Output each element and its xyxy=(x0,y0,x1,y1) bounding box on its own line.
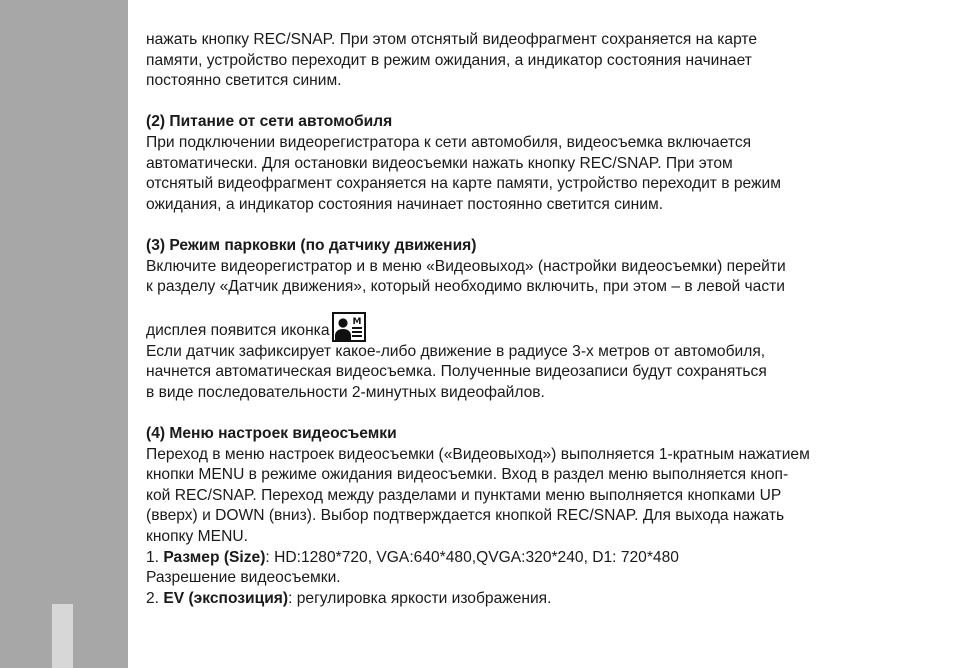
text-line: постоянно светится синим. xyxy=(146,72,342,90)
item-number: 1. xyxy=(146,548,164,566)
intro-paragraph xyxy=(146,30,936,92)
section-heading: (2) Питание от сети автомобиля xyxy=(146,113,393,131)
text-line: Разрешение видеосъемки. xyxy=(146,569,341,587)
settings-item-size xyxy=(146,548,936,569)
motion-detection-icon xyxy=(332,312,366,342)
item-label: EV (экспозиция) xyxy=(163,589,289,607)
text-line: в виде последовательности 2-минутных видеофайлов. xyxy=(146,383,545,401)
text-line: Если датчик зафиксирует какое-либо движение в радиусе 3-х метров от автомобиля, xyxy=(146,342,766,360)
item-value: : регулировка яркости изображения. xyxy=(288,589,552,607)
text-line: нажать кнопку REC/SNAP. При этом отснятый видеофрагмент сохраняется на карте xyxy=(146,31,758,48)
item-label: Размер (Size) xyxy=(163,548,266,566)
text-line: Включите видеорегистратор и в меню «Видеовыход» (настройки видеосъемки) перейти xyxy=(146,257,786,275)
icon-line xyxy=(146,311,936,342)
section-car-power xyxy=(146,112,936,215)
settings-item-ev xyxy=(146,589,936,610)
page-side-tab xyxy=(52,604,73,668)
icon-letter: M xyxy=(352,316,362,327)
text-line: дисплея появится иконка xyxy=(146,322,330,340)
text-line: начнется автоматическая видеосъемка. Полученные видеозаписи будут сохраняться xyxy=(146,363,767,381)
text-line: Переход в меню настроек видеосъемки («Видеовыход») выполняется 1-кратным нажатием xyxy=(146,445,810,463)
section-video-settings xyxy=(146,424,936,609)
text-line: к разделу «Датчик движения», который необходимо включить, при этом – в левой части xyxy=(146,278,785,296)
item-value: : HD:1280*720, VGA:640*480,QVGA:320*240, D1: 720*480 xyxy=(265,548,679,566)
text-line: ожидания, а индикатор состояния начинает постоянно светится синим. xyxy=(146,195,663,213)
section-heading: (4) Меню настроек видеосъемки xyxy=(146,425,397,443)
text-line: кнопку MENU. xyxy=(146,528,248,546)
item-number: 2. xyxy=(146,589,164,607)
text-line: памяти, устройство переходит в режим ожидания, а индикатор состояния начинает xyxy=(146,51,752,69)
section-parking-mode xyxy=(146,236,936,404)
text-line: При подключении видеорегистратора к сети автомобиля, видеосъемка включается xyxy=(146,133,752,151)
page-side-margin xyxy=(0,0,128,668)
text-line: отснятый видеофрагмент сохраняется на карте памяти, устройство переходит в режим xyxy=(146,175,781,193)
text-line: кнопки MENU в режиме ожидания видеосъемки. Вход в раздел меню выполняется кноп- xyxy=(146,466,789,484)
text-line: кой REC/SNAP. Переход между разделами и пунктами меню выполняется кнопками UP xyxy=(146,486,782,504)
text-line: (вверх) и DOWN (вниз). Выбор подтверждается кнопкой REC/SNAP. Для выхода нажать xyxy=(146,507,785,525)
text-line: автоматически. Для остановки видеосъемки нажать кнопку REC/SNAP. При этом xyxy=(146,154,733,172)
document-body xyxy=(146,30,936,609)
section-heading: (3) Режим парковки (по датчику движения) xyxy=(146,236,477,254)
